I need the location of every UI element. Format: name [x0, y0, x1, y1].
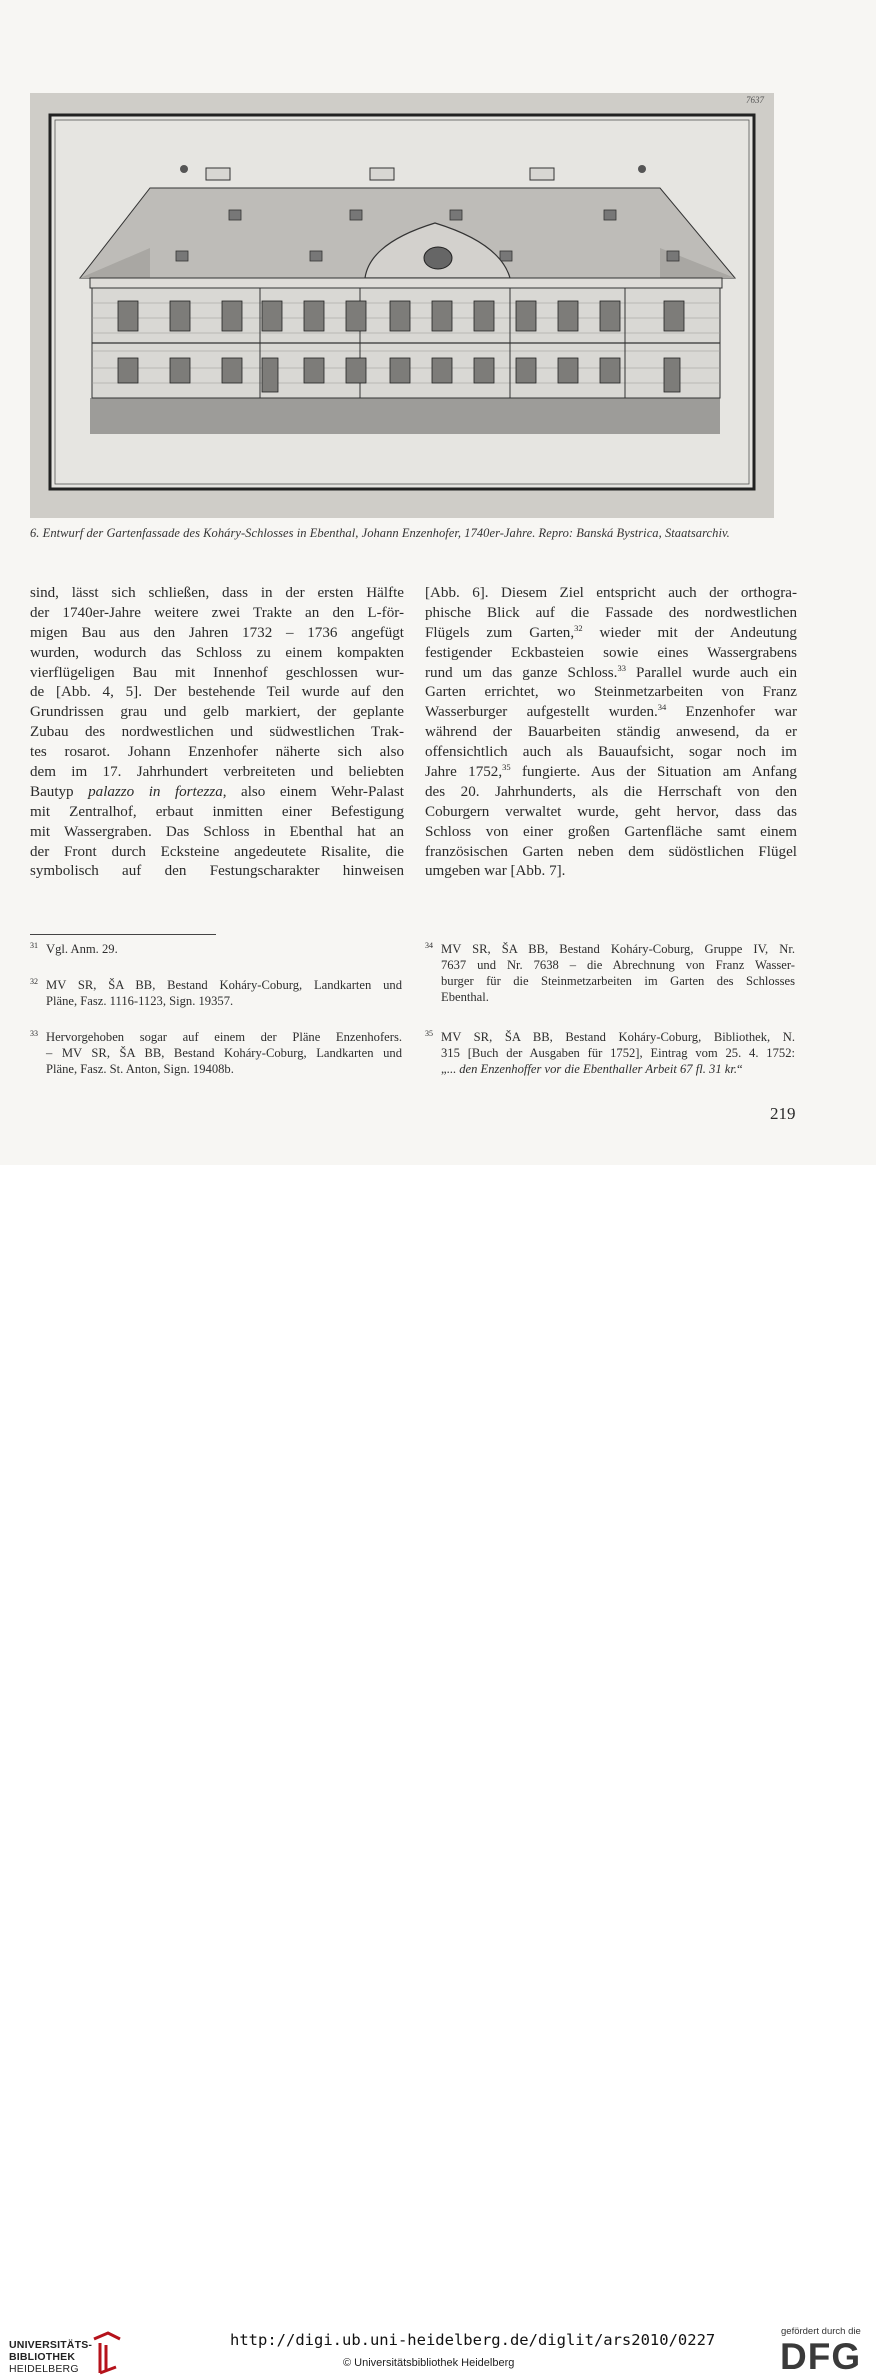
facade-drawing-figure: [30, 93, 774, 518]
italic-term: palazzo in fortezza: [88, 783, 223, 800]
text-line: migen Bau aus den Jahren 1732 – 1736 angefügt: [30, 624, 404, 641]
footnote-35: 35 MV SR, ŠA BB, Bestand Koháry-Coburg, Bibliothek, N. 315 [Buch der Ausgaben für 1752], Eintrag vom 25. 4. 1752: „... den Enzenhoffer vor die Ebenthaller Arbeit 67 fl. 31 kr.“: [425, 1029, 795, 1076]
text-line: umgeben war [Abb. 7].: [425, 863, 566, 880]
footnote-divider: [30, 934, 216, 935]
library-name-line-2: BIBLIOTHEK: [9, 2351, 76, 2363]
footnote-33: 33 Hervorgehoben sogar auf einem der Pläne Enzenhofers. – MV SR, ŠA BB, Bestand Koháry-Coburg, Landkarten und Pläne, Fasz. St. Anton, Sign. 19408b.: [30, 1029, 402, 1076]
text-line: phische Blick auf die Fassade des nordwestlichen: [425, 604, 797, 621]
text-line: Jahre 1752,35 fungierte. Aus der Situation am Anfang: [425, 763, 797, 781]
footnote-quote: „... den Enzenhoffer vor die Ebenthaller Arbeit 67 fl. 31 kr.“: [441, 1062, 743, 1076]
text-line: Bautyp palazzo in fortezza, also einem Wehr-Palast: [30, 783, 404, 800]
footnote-ref[interactable]: 33: [617, 663, 626, 673]
text-line: wurden, wodurch das Schloss zu einem kompakten: [30, 644, 404, 661]
footnote-31: 31 Vgl. Anm. 29.: [30, 941, 118, 956]
text-line: de [Abb. 4, 5]. Der bestehende Teil wurde auf den: [30, 684, 404, 701]
text-line: [Abb. 6]. Diesem Ziel entspricht auch der orthogra-: [425, 585, 797, 601]
text-line: der Front durch Ecksteine angedeutete Risalite, die: [30, 843, 404, 860]
text-line: Zubau des nordwestlichen und südwestlichen Trak-: [30, 724, 404, 741]
text-line: dem im 17. Jahrhundert verbreiteten und beliebten: [30, 764, 404, 781]
text-line: offensichtlich auch als Bauaufsicht, sogar noch im: [425, 744, 797, 761]
text-line: während der Bauarbeiten ständig anwesend, da er: [425, 724, 797, 741]
facade-drawing: [30, 93, 774, 518]
text-line: Garten errichtet, wo Steinmetzarbeiten von Franz: [425, 684, 797, 701]
permalink-url[interactable]: http://digi.ub.uni-heidelberg.de/diglit/ars2010/0227: [230, 2331, 716, 2349]
library-name-line-1: UNIVERSITÄTS-: [9, 2339, 93, 2351]
text-line: Grundrissen grau und gelb markiert, der geplante: [30, 704, 404, 721]
text-line: sind, lässt sich schließen, dass in der ersten Hälfte: [30, 585, 404, 601]
text-line: Flügels zum Garten,$^{32}$ wieder mit der Andeutung: [425, 623, 797, 641]
dfg-wordmark: DFG: [780, 2336, 862, 2372]
library-name-line-3: HEIDELBERG: [9, 2363, 79, 2375]
text-line: französischen Garten neben dem südöstlichen Flügel: [425, 843, 797, 860]
body-text-left-column: [30, 584, 404, 882]
text-line: Coburgern verwaltet wurde, geht hervor, dass das: [425, 803, 797, 820]
document-page: [0, 0, 876, 1165]
footnote-32: 32 MV SR, ŠA BB, Bestand Koháry-Coburg, Landkarten und Pläne, Fasz. 1116-1123, Sign. 19357.: [30, 977, 402, 1008]
text-line: rund um das ganze Schloss.$^{33}$ Parallel wurde auch ein: [425, 663, 797, 681]
archive-inventory-mark: 7637: [746, 95, 764, 105]
text-line: tes rosarot. Johann Enzenhofer näherte sich also: [30, 744, 404, 761]
footnote-ref[interactable]: 34: [657, 703, 667, 713]
text-line: Wasserburger aufgestellt wurden.$^{34}$ Enzenhofer war: [425, 703, 797, 721]
text-line: vierflügeligen Bau mit Innenhof geschlossen wur-: [30, 664, 404, 681]
footnote-34: 34 MV SR, ŠA BB, Bestand Koháry-Coburg, Gruppe IV, Nr. 7637 und Nr. 7638 – die Abrechnung von Franz Wasser- burger für die Steinmetzarbeiten im Garten des Schlosses Ebenthal.: [425, 941, 795, 1004]
viewer-footer: [0, 1165, 876, 2375]
funding-label: gefördert durch die: [781, 2326, 861, 2337]
text-line: Schloss von einer großen Gartenfläche samt einem: [425, 823, 797, 840]
page-number: 219: [770, 1104, 796, 1123]
text-line: festigender Eckbasteien sowie eines Wassergrabens: [425, 644, 797, 661]
text-line: der 1740er-Jahre weitere zwei Trakte an den L-för-: [30, 604, 404, 621]
text-line: mit Wassergraben. Das Schloss in Ebenthal hat an: [30, 823, 404, 840]
footnote-ref[interactable]: 32: [574, 623, 583, 633]
figure-caption: 6. Entwurf der Gartenfassade des Koháry-Schlosses in Ebenthal, Johann Enzenhofer, 1740er-Jahre. Repro: Banská Bystrica, Staatsarchiv.: [30, 526, 730, 540]
text-line: mit Zentralhof, erbaut inmitten einer Befestigung: [30, 803, 404, 820]
body-text-right-column: [425, 584, 797, 882]
footnote-ref[interactable]: 35: [502, 763, 511, 773]
text-line: des 20. Jahrhunderts, als die Herrschaft von den: [425, 783, 797, 800]
dfg-logo-icon[interactable]: [778, 2336, 866, 2372]
text-line: symbolisch auf den Festungscharakter hinweisen: [30, 863, 404, 880]
copyright-notice: © Universitätsbibliothek Heidelberg: [343, 2357, 515, 2369]
